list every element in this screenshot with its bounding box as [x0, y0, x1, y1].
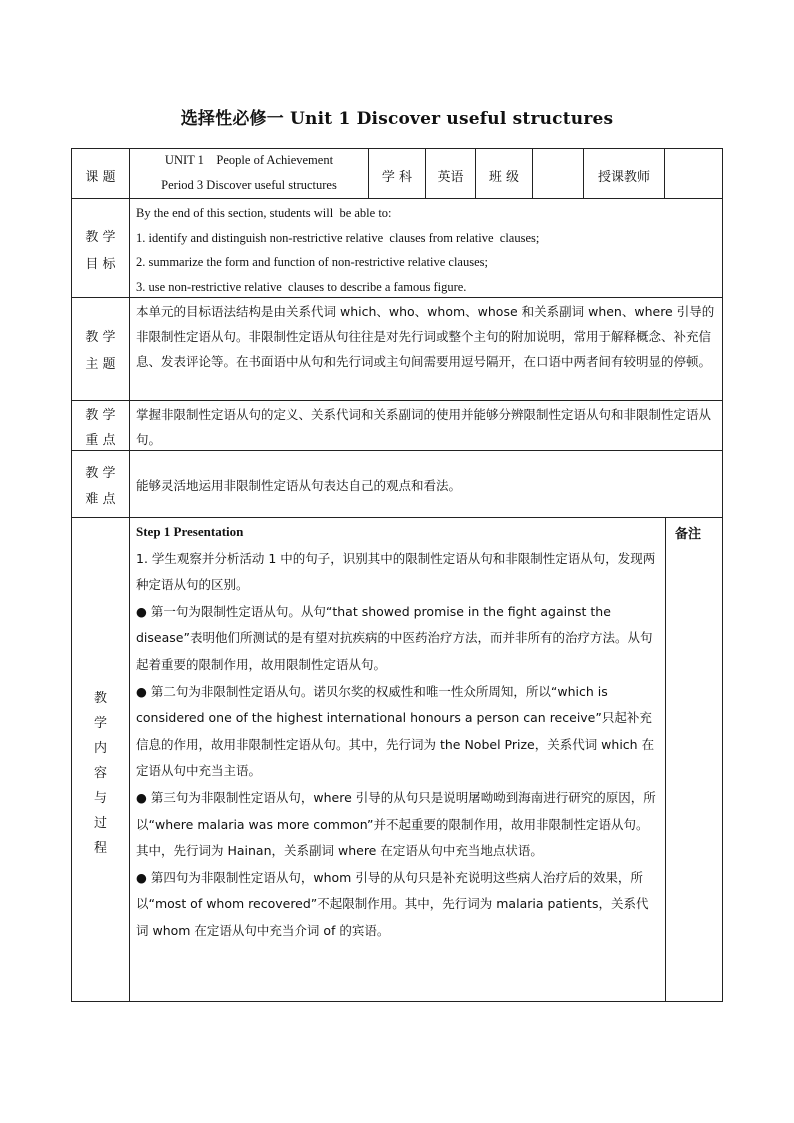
process-paragraph: ● 第二句为非限制性定语从句。诺贝尔奖的权威性和唯一性众所周知，所以“which is considered one of the highest international honours a person can receive”只起补充信息的作用，故用非限制性定语从句。其中，先行词为 the Nobel Prize，关系代词 which 在定语从句中充当主语。 [136, 683, 655, 779]
notes-label: 备注 [674, 527, 701, 542]
step-title: Step 1 Presentation [136, 524, 244, 539]
process-label-char: 程 [93, 841, 107, 856]
process-label-char: 过 [93, 816, 107, 831]
topic-line-1: UNIT 1 People of Achievement [164, 153, 334, 167]
process-label-char: 教 [93, 691, 107, 706]
process-label-char: 与 [93, 791, 107, 806]
process-label-char: 内 [93, 741, 107, 756]
goal-line: 3. use non-restrictive relative clauses to describe a famous figure. [136, 279, 467, 294]
page-title: 选择性必修一 Unit 1 Discover useful structures [180, 109, 614, 129]
subject-label: 学 科 [381, 170, 413, 185]
theme-text: 本单元的目标语法结构是由关系代词 which、who、whom、whose 和关系副词 when、where 引导的非限制性定语从句。非限制性定语从句往往是对先行词或整个主句的附加说明，常用于解释概念、补充信息、发表评论等。在书面语中从句和先行词或主句间需要用逗号隔开，在口语中两者间有较明显的停顿。 [136, 304, 715, 369]
process-label-char: 容 [93, 766, 107, 781]
process-content [136, 519, 658, 945]
theme-label-2: 主 题 [85, 357, 116, 372]
process-paragraph: ● 第四句为非限制性定语从句，whom 引导的从句只是补充说明这些病人治疗后的效果，所以“most of whom recovered”不起限制作用。其中，先行词为 malaria patients，关系代词 whom 在定语从句中充当介词 of 的宾语。 [136, 869, 649, 938]
teacher-label: 授课教师 [597, 170, 650, 185]
focus-label-2: 重 点 [85, 433, 116, 448]
topic-line-2: Period 3 Discover useful structures [161, 178, 337, 192]
goal-line: By the end of this section, students will be able to: [136, 206, 392, 220]
theme-label-1: 教 学 [85, 330, 116, 345]
difficulty-label-2: 难 点 [85, 492, 116, 507]
goal-line: 2. summarize the form and function of non-restrictive relative clauses; [136, 255, 488, 269]
class-label: 班 级 [488, 170, 520, 185]
process-label-char: 学 [93, 716, 107, 731]
goals-label-1: 教 学 [85, 230, 116, 245]
topic-label: 课 题 [85, 170, 116, 185]
process-paragraph: 1. 学生观察并分析活动 1 中的句子，识别其中的限制性定语从句和非限制性定语从句，发现两种定语从句的区别。 [136, 550, 656, 593]
subject-value: 英语 [437, 170, 464, 185]
process-label [72, 686, 129, 861]
difficulty-label-1: 教 学 [85, 466, 116, 481]
goals-text [136, 201, 716, 299]
goals-label-2: 目 标 [85, 257, 116, 272]
focus-text: 掌握非限制性定语从句的定义、关系代词和关系副词的使用并能够分辨限制性定语从句和非限制性定语从句。 [136, 407, 712, 447]
process-paragraph: ● 第三句为非限制性定语从句，where 引导的从句只是说明屠呦呦到海南进行研究的原因，所以“where malaria was more common”并不起重要的限制作用，故用非限制性定语从句。其中，先行词为 Hainan，关系副词 where 在定语从句中充当地点状语。 [136, 789, 656, 859]
focus-label-1: 教 学 [85, 408, 116, 423]
difficulty-text: 能够灵活地运用非限制性定语从句表达自己的观点和看法。 [136, 478, 462, 493]
process-paragraph: ● 第一句为限制性定语从句。从句“that showed promise in the fight against the disease”表明他们所测试的是有望对抗疾病的中医药治疗方法，而并非所有的治疗方法。从句起着重要的限制作用，故用限制性定语从句。 [136, 603, 653, 672]
goal-line: 1. identify and distinguish non-restrictive relative clauses from relative clauses; [136, 230, 540, 245]
